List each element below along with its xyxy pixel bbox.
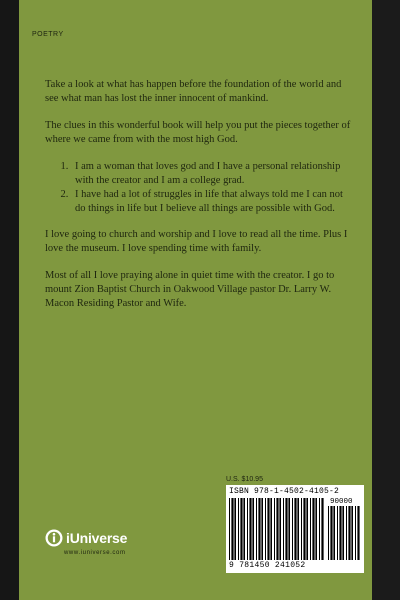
blurb-paragraph-2: The clues in this wonderful book will help you put the pieces together of where we came from with the most high God.	[45, 120, 351, 145]
blurb-list-item: 1. I am a woman that loves god and I have a personal relationship with the creator and I am a college grad.	[71, 160, 355, 188]
barcode-bar	[265, 498, 266, 560]
barcode-main-bars	[229, 498, 325, 560]
blurb-list	[45, 160, 355, 216]
barcode-bar	[283, 498, 284, 560]
publisher-logo	[45, 529, 127, 547]
blurb-paragraph-4: Most of all I love praying alone in quiet time with the creator. I go to mount Zion Baptist Church in Oakwood Village pastor Dr. Larry W. Macon Residing Pastor and Wife.	[45, 270, 335, 309]
barcode-bar	[312, 498, 314, 560]
blurb-paragraph-1: Take a look at what has happen before the foundation of the world and see what man has lost the inner innocent of mankind.	[45, 79, 342, 104]
barcode-bar	[243, 498, 245, 560]
book-back-cover	[19, 0, 372, 600]
barcode-bar	[274, 498, 275, 560]
barcode-bar	[321, 498, 323, 560]
barcode-bar	[285, 498, 287, 560]
barcode-bar	[301, 498, 302, 560]
barcode-bar	[297, 498, 299, 560]
barcode-bar	[342, 506, 344, 560]
barcode-bar	[270, 498, 272, 560]
publisher-website: www.iuniverse.com	[64, 550, 126, 556]
barcode-bar	[315, 498, 317, 560]
addon-digits: 90000	[330, 498, 353, 506]
blurb-text	[45, 78, 355, 324]
barcode-bar	[328, 506, 329, 560]
barcode-bar	[261, 498, 263, 560]
barcode-bar	[247, 498, 248, 560]
barcode-bar	[267, 498, 269, 560]
barcode-digits: 9 781450 241052	[229, 561, 306, 570]
barcode-bar	[292, 498, 293, 560]
barcode-bar	[229, 498, 230, 560]
barcode-bar	[231, 498, 233, 560]
isbn-barcode	[226, 485, 364, 573]
barcode-bar	[279, 498, 281, 560]
barcode-bar	[306, 498, 308, 560]
barcode-bar	[310, 498, 311, 560]
barcode-bar	[319, 498, 320, 560]
blurb-paragraph-3: I love going to church and worship and I love to read all the time. Plus I love the museum. I love spending time with family.	[45, 229, 348, 254]
barcode-bar	[234, 498, 236, 560]
barcode-bar	[330, 506, 332, 560]
barcode-bar	[238, 498, 239, 560]
price-label: U.S. $10.95	[226, 476, 263, 483]
barcode-bar	[258, 498, 260, 560]
barcode-bar	[303, 498, 305, 560]
blurb-list-item: 2. I have had a lot of struggles in life that always told me I can not do things in life but I believe all things are possible with God.	[71, 188, 355, 216]
barcode-bar	[249, 498, 251, 560]
barcode-bar	[351, 506, 353, 560]
barcode-bar	[294, 498, 296, 560]
category-label: POETRY	[32, 31, 64, 38]
iuniverse-logo-icon	[45, 529, 63, 547]
right-dark-edge	[372, 0, 400, 600]
barcode-bar	[357, 506, 359, 560]
barcode-bar	[333, 506, 335, 560]
barcode-bar	[346, 506, 347, 560]
barcode-bar	[276, 498, 278, 560]
barcode-bar	[252, 498, 254, 560]
barcode-bar	[240, 498, 242, 560]
isbn-label: ISBN 978-1-4502-4105-2	[229, 487, 340, 496]
barcode-bar	[355, 506, 356, 560]
barcode-addon-bars	[328, 506, 360, 560]
barcode-bar	[337, 506, 338, 560]
publisher-name: iUniverse	[66, 530, 128, 546]
barcode-bar	[288, 498, 290, 560]
left-dark-edge	[0, 0, 19, 600]
barcode-bar	[348, 506, 350, 560]
barcode-bar	[256, 498, 257, 560]
barcode-bar	[339, 506, 341, 560]
